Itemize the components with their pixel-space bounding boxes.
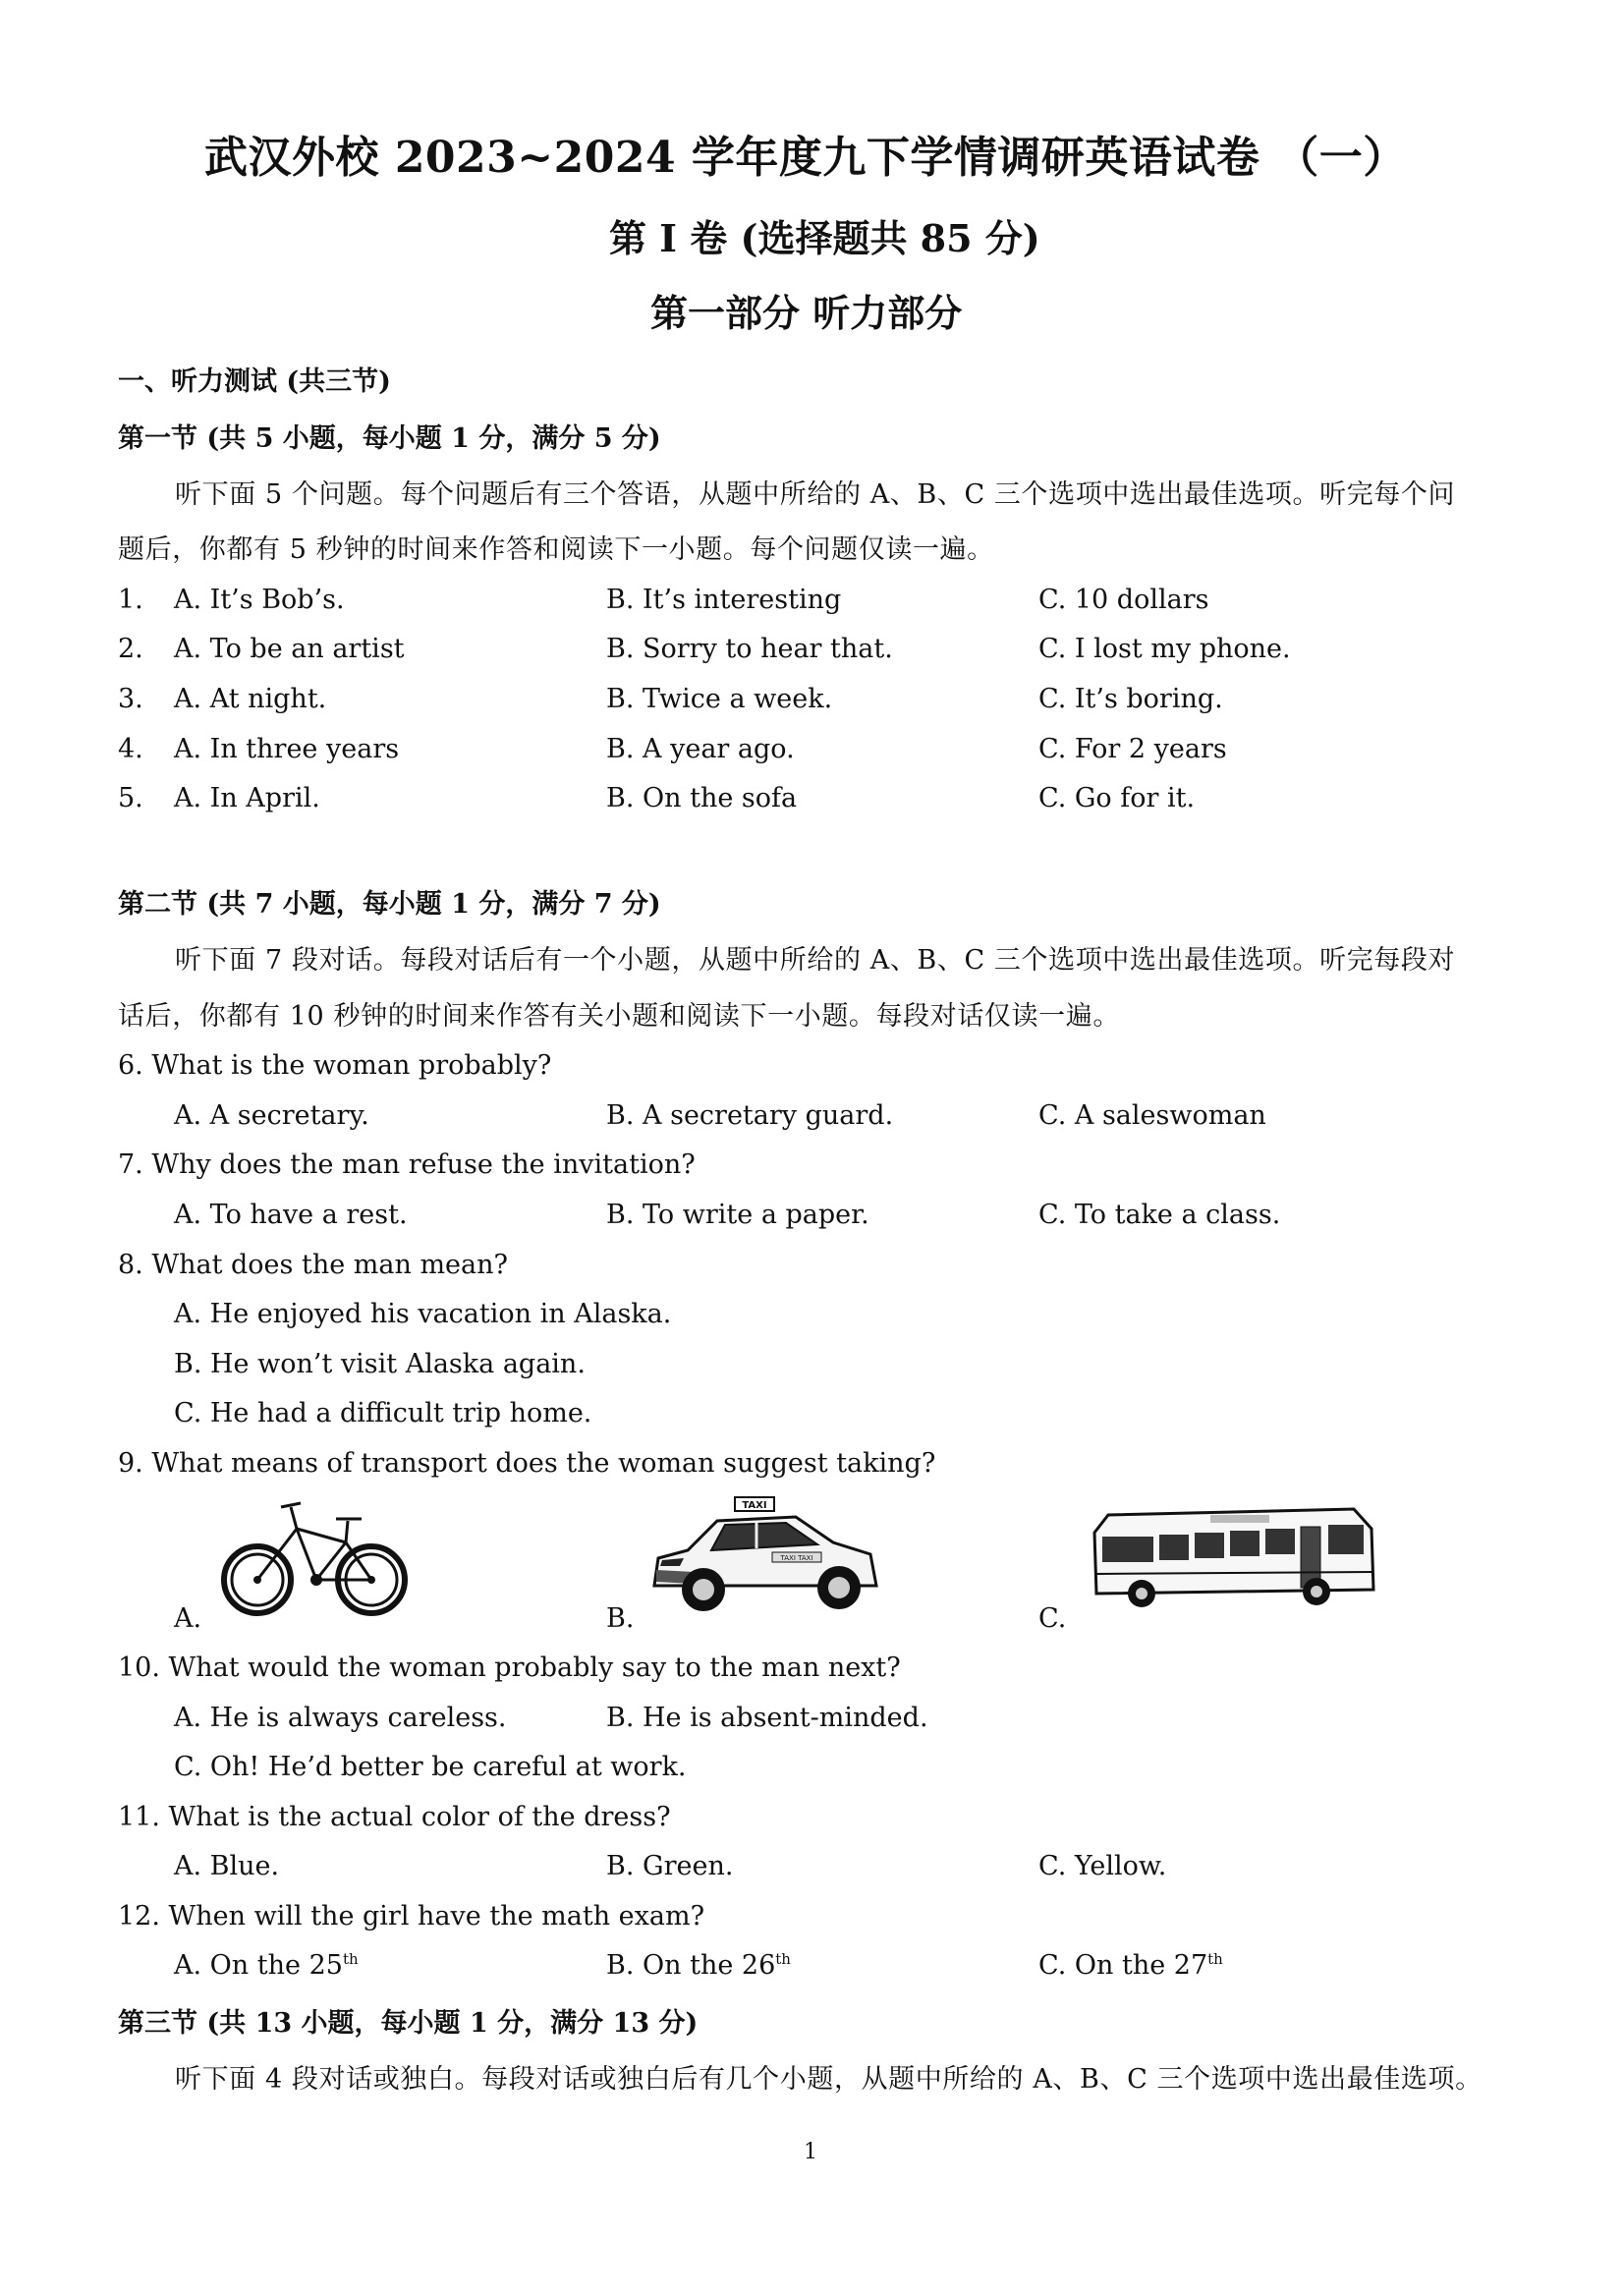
q8-option-b: B. He won’t visit Alaska again. [174, 1349, 586, 1379]
q10-option-b: B. He is absent-minded. [606, 1703, 928, 1733]
item-number: 2. [118, 634, 143, 664]
question-8: 8. What does the man mean? [118, 1250, 508, 1280]
item-number: 3. [118, 684, 143, 714]
q10-option-c: C. Oh! He’d better be careful at work. [174, 1752, 687, 1782]
bicycle-image [218, 1493, 411, 1621]
option-a: A. It’s Bob’s. [174, 585, 345, 615]
q6-option-c: C. A saleswoman [1038, 1100, 1266, 1131]
q11-option-c: C. Yellow. [1038, 1851, 1167, 1881]
option-a: A. In three years [174, 734, 400, 764]
section1-instructions-line1: 听下面 5 个问题。每个问题后有三个答语，从题中所给的 A、B、C 三个选项中选出最佳选项。听完每个问 [175, 479, 1456, 510]
q6-option-a: A. A secretary. [174, 1100, 369, 1131]
question-10: 10. What would the woman probably say to the man next? [118, 1652, 901, 1683]
q11-option-b: B. Green. [606, 1851, 734, 1881]
listening-heading: 一、听力测试 (共三节) [118, 366, 391, 397]
q9-option-b-label: B. [606, 1603, 635, 1634]
q7-option-c: C. To take a class. [1038, 1200, 1281, 1230]
option-c: C. Go for it. [1038, 783, 1196, 813]
section3-heading: 第三节 (共 13 小题，每小题 1 分，满分 13 分) [118, 2008, 699, 2039]
page-number: 1 [804, 2140, 817, 2164]
question-11: 11. What is the actual color of the dress? [118, 1802, 671, 1832]
q12-option-b-text: B. On the 26 [606, 1950, 776, 1981]
option-a: A. To be an artist [174, 634, 405, 664]
q11-option-a: A. Blue. [174, 1851, 280, 1881]
section1-heading: 第一节 (共 5 小题，每小题 1 分，满分 5 分) [118, 423, 661, 454]
section2-instructions-line1: 听下面 7 段对话。每段对话后有一个小题，从题中所给的 A、B、C 三个选项中选出最佳选项。听完每段对 [175, 945, 1456, 976]
bus-image [1089, 1505, 1379, 1613]
option-b: B. Twice a week. [606, 684, 833, 714]
question-7: 7. Why does the man refuse the invitation? [118, 1149, 696, 1180]
option-b: B. A year ago. [606, 734, 795, 764]
option-a: A. In April. [174, 783, 320, 813]
item-number: 5. [118, 783, 143, 813]
q12-option-b [606, 1950, 791, 1981]
exam-title: 武汉外校 2023~2024 学年度九下学情调研英语试卷 （一） [204, 133, 1407, 183]
q7-option-b: B. To write a paper. [606, 1200, 869, 1230]
question-9: 9. What means of transport does the woman suggest taking? [118, 1448, 936, 1479]
section3-instructions-line1: 听下面 4 段对话或独白。每段对话或独白后有几个小题，从题中所给的 A、B、C 三个选项中选出最佳选项。 [175, 2064, 1483, 2095]
q12-option-c [1038, 1950, 1223, 1981]
part-heading: 第一部分 听力部分 [650, 291, 963, 335]
option-c: C. It’s boring. [1038, 684, 1223, 714]
q9-option-c-label: C. [1038, 1603, 1067, 1634]
option-b: B. Sorry to hear that. [606, 634, 893, 664]
option-a: A. At night. [174, 684, 327, 714]
section2-heading: 第二节 (共 7 小题，每小题 1 分，满分 7 分) [118, 889, 661, 920]
option-c: C. 10 dollars [1038, 585, 1209, 615]
ordinal-suffix: th [775, 1950, 791, 1968]
q7-option-a: A. To have a rest. [174, 1200, 408, 1230]
item-number: 1. [118, 585, 143, 615]
q12-option-a-text: A. On the 25 [174, 1950, 343, 1981]
option-c: C. For 2 years [1038, 734, 1227, 764]
section1-instructions-line2: 题后，你都有 5 秒钟的时间来作答和阅读下一小题。每个问题仅读一遍。 [118, 534, 994, 565]
item-number: 4. [118, 734, 143, 764]
taxi-sign-text: TAXI [742, 1500, 767, 1511]
q8-option-a: A. He enjoyed his vacation in Alaska. [174, 1299, 672, 1329]
question-6: 6. What is the woman probably? [118, 1050, 552, 1081]
q9-option-a-label: A. [174, 1603, 202, 1634]
option-b: B. It’s interesting [606, 585, 842, 615]
option-c: C. I lost my phone. [1038, 634, 1291, 664]
q12-option-c-text: C. On the 27 [1038, 1950, 1208, 1981]
q12-option-a [174, 1950, 359, 1981]
question-12: 12. When will the girl have the math exam? [118, 1901, 705, 1932]
ordinal-suffix: th [342, 1950, 359, 1968]
q6-option-b: B. A secretary guard. [606, 1100, 894, 1131]
q8-option-c: C. He had a difficult trip home. [174, 1398, 592, 1428]
taxi-image [648, 1495, 880, 1623]
section2-instructions-line2: 话后，你都有 10 秒钟的时间来作答有关小题和阅读下一小题。每段对话仅读一遍。 [118, 1001, 1120, 1032]
q10-option-a: A. He is always careless. [174, 1703, 507, 1733]
volume-heading: 第 I 卷 (选择题共 85 分) [609, 216, 1040, 260]
option-b: B. On the sofa [606, 783, 798, 813]
taxi-door-text: TAXI TAXI [780, 1554, 813, 1562]
ordinal-suffix: th [1207, 1950, 1223, 1968]
